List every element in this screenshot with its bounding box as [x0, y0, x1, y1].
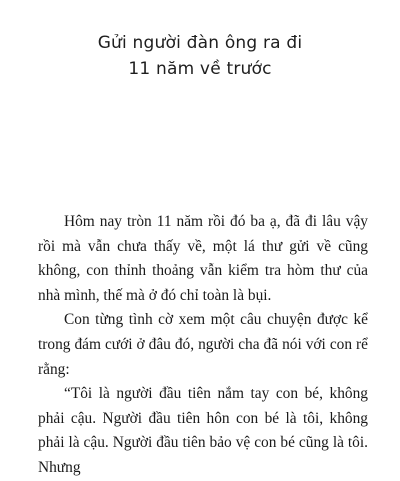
chapter-title-line-1: Gửi người đàn ông ra đi	[97, 33, 303, 53]
body-text	[38, 210, 368, 481]
paragraph-2: Con từng tình cờ xem một câu chuyện được kể trong đám cưới ở đâu đó, người cha đã nói với con rể rằng:	[38, 311, 368, 378]
paragraph-1: Hôm nay tròn 11 năm rồi đó ba ạ, đã đi lâu vậy rồi mà vẫn chưa thấy về, một lá thư gửi về cũng không, con thỉnh thoảng vẫn kiểm tra hòm thư của nhà mình, thế mà ở đó chỉ toàn là bụi.	[38, 213, 368, 304]
paragraph-3: “Tôi là người đầu tiên nắm tay con bé, không phải cậu. Người đầu tiên hôn con bé là tôi, không phải là cậu. Người đầu tiên bảo vệ con bé cũng là tôi. Nhưng	[38, 385, 368, 476]
chapter-title-line-2: 11 năm về trước	[128, 59, 272, 79]
